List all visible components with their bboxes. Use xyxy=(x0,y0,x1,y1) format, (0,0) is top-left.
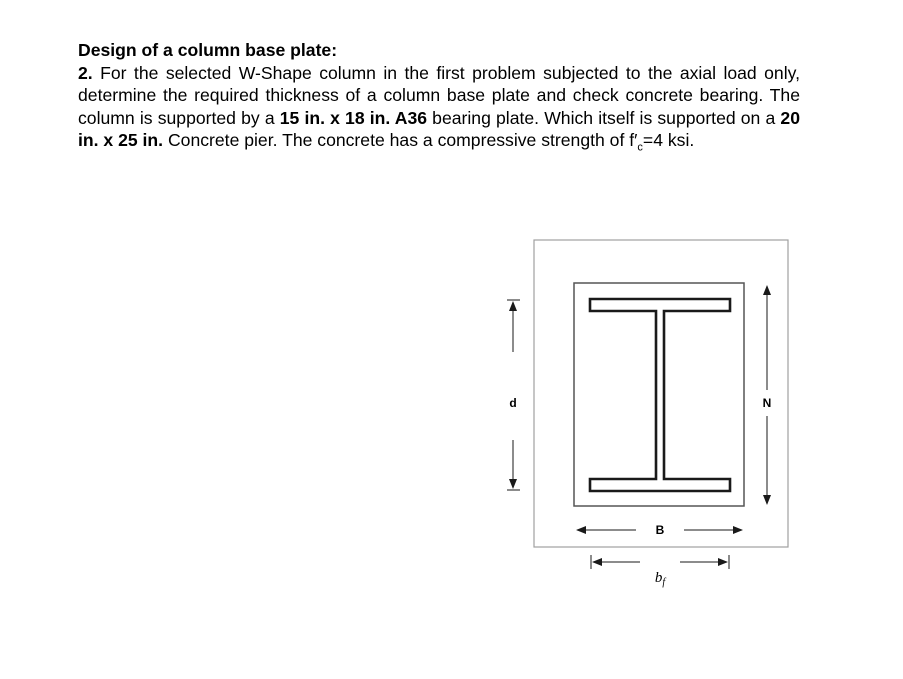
statement-part-4: =4 ksi. xyxy=(642,130,695,151)
w-shape-column-section xyxy=(590,299,730,491)
plate-size: 15 in. x 18 in. A36 xyxy=(279,107,428,128)
problem-number: 2. xyxy=(78,62,93,83)
bf-label-sub: f xyxy=(662,577,666,588)
bf-label xyxy=(655,570,667,588)
n-label: N xyxy=(762,396,772,410)
problem-heading: Design of a column base plate: xyxy=(78,40,338,60)
fc-subscript: c xyxy=(637,141,643,154)
concrete-pier-outline xyxy=(534,240,788,547)
statement-part-3: Concrete pier. The concrete has a compressive strength of f′ xyxy=(163,130,638,151)
statement-part-2: bearing plate. Which itself is supported on a xyxy=(427,107,781,128)
base-plate-outline xyxy=(574,283,744,506)
d-label: d xyxy=(509,396,517,410)
b-label: B xyxy=(655,523,665,537)
bf-label-base: b xyxy=(654,570,663,586)
statement-part-1: For the selected W-Shape column in the first problem subjected to the axial load only, determine the required thickness of a column base plate and check concrete bearing. The column is supported by a xyxy=(78,62,800,128)
pier-size: 20 in. x 25 in. xyxy=(78,107,800,151)
